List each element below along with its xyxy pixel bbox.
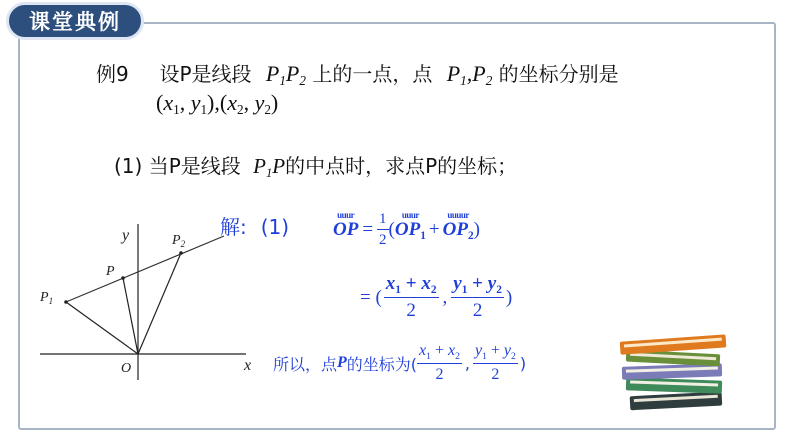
fraction-x: $\frac{x_1 + x_2}{2}$ bbox=[385, 273, 437, 321]
fraction-y: $\frac{y_1 + y_2}{2}$ bbox=[453, 273, 502, 321]
ray-O-P1 bbox=[66, 302, 138, 354]
label-x: x bbox=[244, 357, 252, 374]
stem-coordinates: ($x_1$, $y_1),(x_2$, $y_2$) bbox=[156, 90, 279, 117]
conclusion-fraction-y: $\frac{y_1 + y_2}{2}$ bbox=[474, 342, 516, 383]
ray-O-P2 bbox=[138, 253, 181, 354]
question-1-segment: $P_1P$ bbox=[253, 154, 286, 180]
book-stack-illustration bbox=[616, 332, 732, 414]
label-P2: $P_2$ bbox=[172, 233, 186, 249]
question-1: (1) 当P是线段 $P_1P$的中点时，求点P的坐标； bbox=[114, 154, 518, 180]
point-P1 bbox=[64, 300, 68, 304]
solution-intro: 解: (1) bbox=[220, 215, 290, 239]
problem-number: 例9 bbox=[96, 62, 129, 86]
vector-OP1: uuur $OP_1$ bbox=[394, 209, 426, 242]
problem-stem bbox=[96, 58, 619, 89]
point-P2 bbox=[179, 251, 183, 255]
vector-OP: uuur OP bbox=[333, 210, 359, 240]
point-P bbox=[121, 276, 125, 280]
question-1-number: (1) bbox=[114, 154, 143, 178]
stem-text-1: 设P是线段 bbox=[159, 62, 252, 86]
label-P: P bbox=[106, 264, 115, 279]
solution-midpoint-formula: = ( $\frac{x_1 + x_2}{2}$ , $\frac{y_1 + y_2}{2}$ ) bbox=[360, 273, 513, 321]
stem-text-2: 上的一点，点 bbox=[312, 62, 433, 86]
ray-O-P bbox=[123, 278, 138, 354]
stem-segment: $P_1P_2$ bbox=[265, 61, 306, 88]
segment-line bbox=[66, 236, 224, 302]
stem-text-3: 的坐标分别是 bbox=[498, 62, 619, 86]
label-y: y bbox=[122, 227, 130, 244]
vector-OP2: uuuur $OP_2$ bbox=[442, 209, 474, 242]
fraction-half: $\frac{1}{2}$ bbox=[379, 211, 387, 248]
conclusion-fraction-x: $\frac{x_1 + x_2}{2}$ bbox=[419, 342, 460, 383]
solution-vector-equation: uuur OP = $\frac{1}{2}$ ( uuur $OP_1$ + uuuur $OP_2$ ) bbox=[333, 209, 480, 248]
coordinate-diagram bbox=[36, 220, 266, 385]
label-P1: $P_1$ bbox=[40, 290, 54, 306]
label-O: O bbox=[121, 361, 132, 376]
solution-conclusion: 所以，点 P 的坐标为( $\frac{x_1 + x_2}{2}$ , $\frac{y_1 + y_2}{2}$ ) bbox=[273, 342, 527, 383]
stem-points: $P_1,P_2$ bbox=[446, 61, 493, 88]
section-badge: 课堂典例 bbox=[6, 2, 144, 40]
